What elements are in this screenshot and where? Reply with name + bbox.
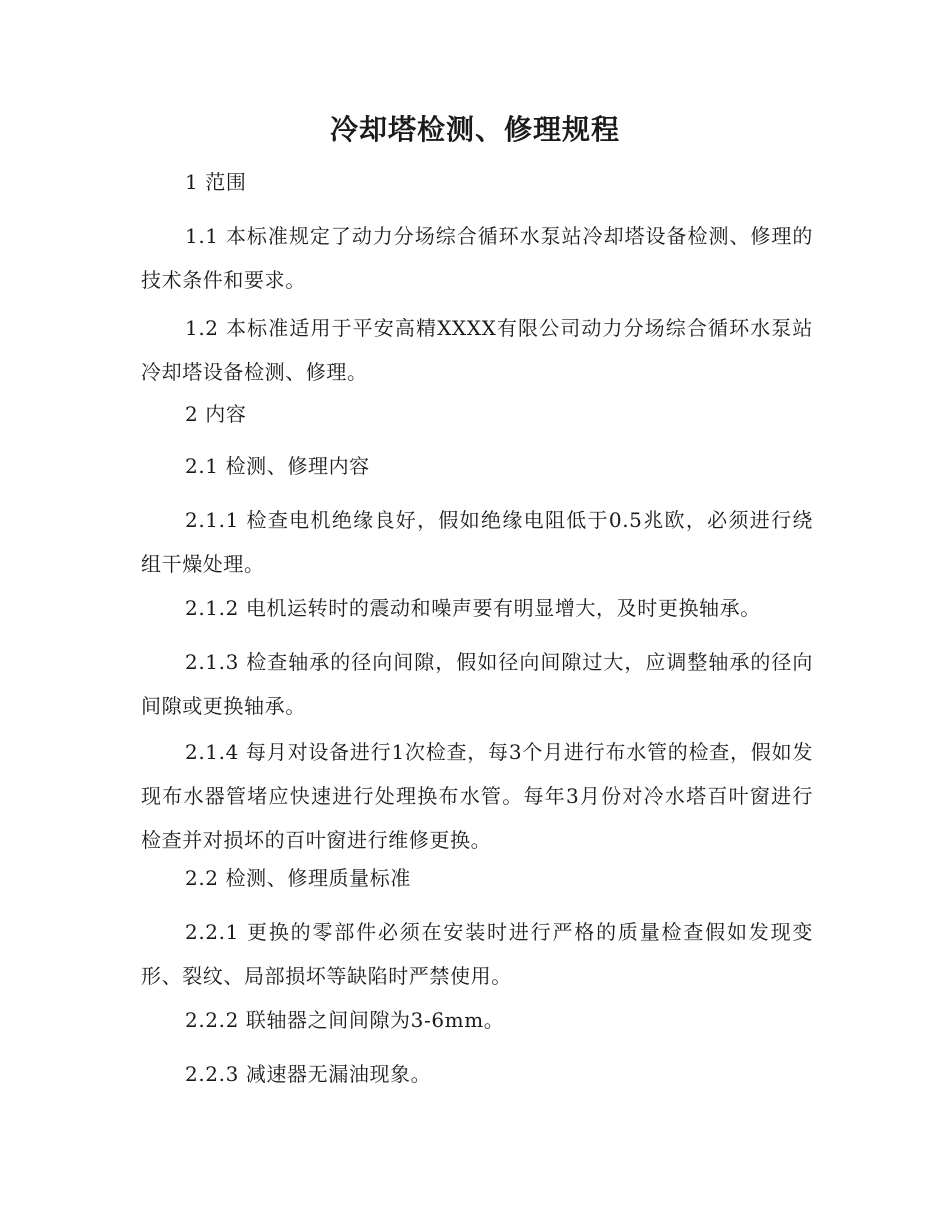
section-2-2-heading: 2.2 检测、修理质量标准 bbox=[185, 866, 411, 890]
paragraph-2-2-3: 2.2.3 减速器无漏油现象。 bbox=[185, 1062, 432, 1086]
paragraph-2-1-2: 2.1.2 电机运转时的震动和噪声要有明显增大，及时更换轴承。 bbox=[185, 596, 761, 620]
paragraph-2-2-1: 2.2.1 更换的零部件必须在安装时进行严格的质量检查假如发现变形、裂纹、局部损坏等缺陷时严禁使用。 bbox=[141, 920, 813, 988]
paragraph-2-1-1: 2.1.1 检查电机绝缘良好，假如绝缘电阻低于0.5兆欧，必须进行绕组干燥处理。 bbox=[141, 508, 813, 576]
paragraph-2-1-4: 2.1.4 每月对设备进行1次检查，每3个月进行布水管的检查，假如发现布水器管堵应快速进行处理换布水管。每年3月份对冷水塔百叶窗进行检查并对损坏的百叶窗进行维修更换。 bbox=[141, 740, 813, 852]
section-2-heading: 2 内容 bbox=[185, 402, 247, 426]
section-1-heading: 1 范围 bbox=[185, 170, 247, 194]
document-title: 冷却塔检测、修理规程 bbox=[329, 113, 620, 146]
paragraph-1-1: 1.1 本标准规定了动力分场综合循环水泵站冷却塔设备检测、修理的技术条件和要求。 bbox=[141, 224, 813, 292]
paragraph-2-1-3: 2.1.3 检查轴承的径向间隙，假如径向间隙过大，应调整轴承的径向间隙或更换轴承。 bbox=[141, 650, 813, 718]
section-2-1-heading: 2.1 检测、修理内容 bbox=[185, 454, 370, 478]
paragraph-1-2: 1.2 本标准适用于平安高精XXXX有限公司动力分场综合循环水泵站冷却塔设备检测、修理。 bbox=[141, 316, 813, 384]
paragraph-2-2-2: 2.2.2 联轴器之间间隙为3-6mm。 bbox=[185, 1008, 505, 1032]
